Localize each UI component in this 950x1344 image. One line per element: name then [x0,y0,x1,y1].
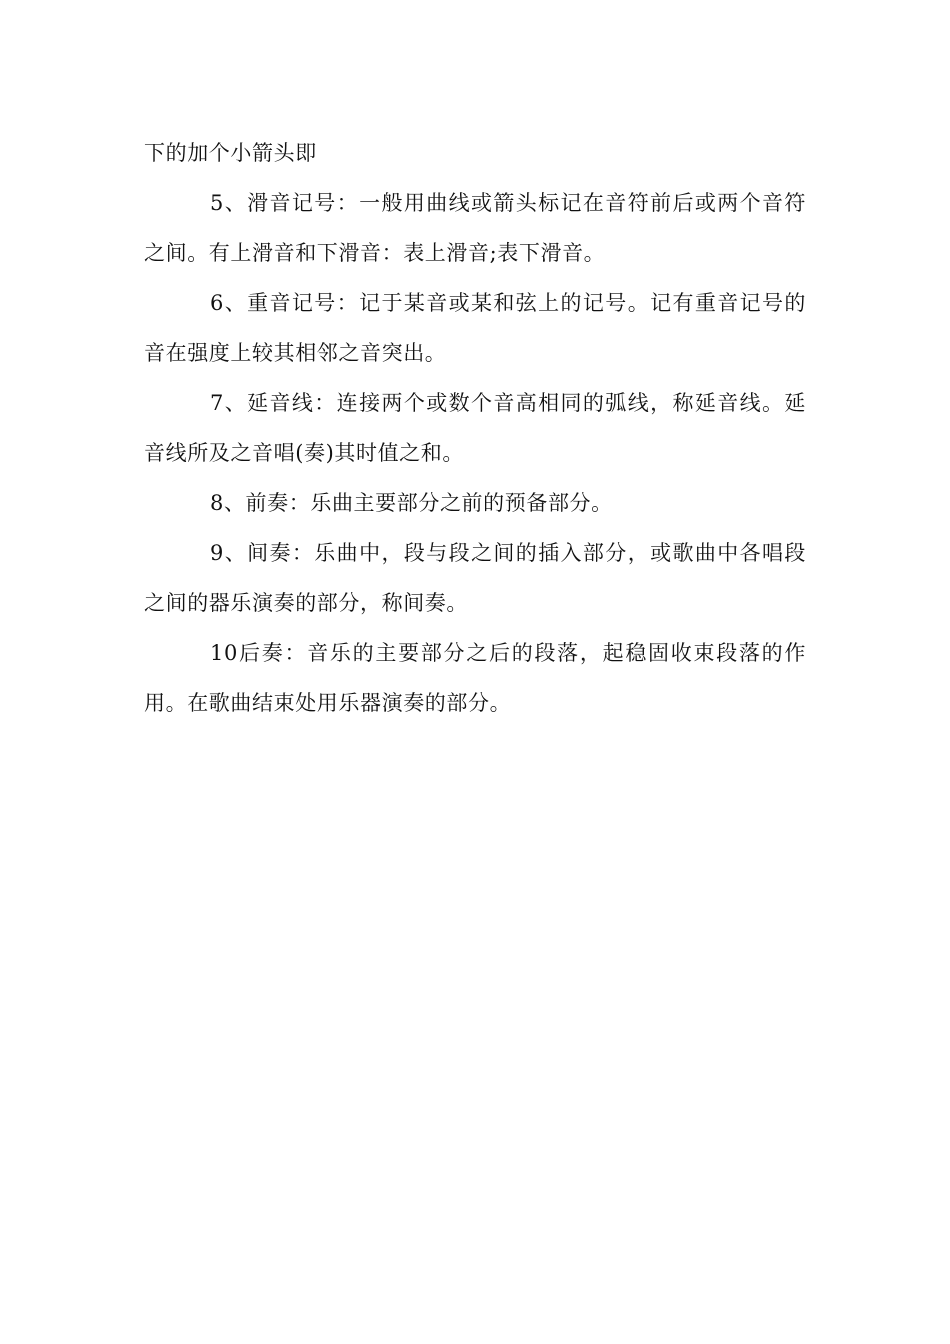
paragraph-continuation: 下的加个小箭头即 [144,141,317,165]
paragraph-tie-line: 7、延音线：连接两个或数个音高相同的弧线，称延音线。延音线所及之音唱(奏)其时值之和。 [144,391,806,465]
paragraph-postlude: 10后奏：音乐的主要部分之后的段落，起稳固收束段落的作用。在歌曲结束处用乐器演奏的部分。 [144,641,806,715]
paragraph-glissando-mark: 5、滑音记号：一般用曲线或箭头标记在音符前后或两个音符之间。有上滑音和下滑音：表上滑音;表下滑音。 [144,191,806,265]
document-body [144,128,806,728]
paragraph-accent-mark: 6、重音记号：记于某音或某和弦上的记号。记有重音记号的音在强度上较其相邻之音突出。 [144,291,806,365]
paragraph-interlude: 9、间奏：乐曲中，段与段之间的插入部分，或歌曲中各唱段之间的器乐演奏的部分，称间奏。 [144,541,806,615]
paragraph-prelude: 8、前奏：乐曲主要部分之前的预备部分。 [210,491,613,515]
